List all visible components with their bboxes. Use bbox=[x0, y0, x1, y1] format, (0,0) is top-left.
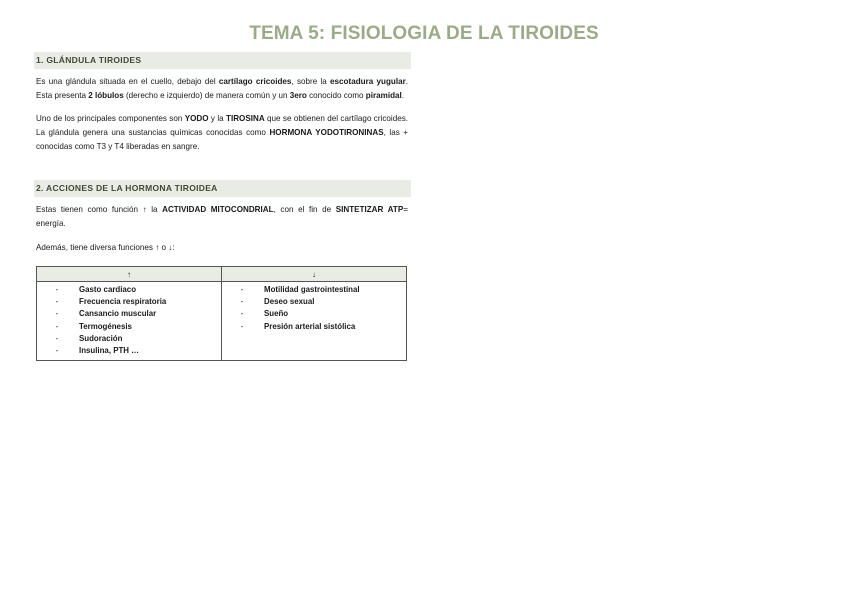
list-bullet: - bbox=[240, 297, 244, 307]
increase-list bbox=[37, 282, 222, 361]
bold-text: SINTETIZAR ATP bbox=[335, 205, 404, 214]
list-item-text: Cansancio muscular bbox=[79, 309, 157, 319]
list-bullet: - bbox=[55, 309, 59, 319]
bold-text: HORMONA YODOTIRONINAS bbox=[269, 128, 384, 137]
list-item bbox=[222, 284, 406, 296]
page-title: TEMA 5: FISIOLOGIA DE LA TIROIDES bbox=[249, 23, 599, 44]
list-item bbox=[222, 308, 406, 320]
decrease-list bbox=[222, 282, 407, 361]
bold-text: piramidal bbox=[365, 91, 402, 100]
section-acciones-hormona bbox=[34, 180, 411, 255]
list-item-text: Insulina, PTH … bbox=[79, 345, 140, 355]
text-run: , sobre la bbox=[291, 77, 331, 86]
list-item bbox=[37, 321, 221, 333]
list-item-text: Termogénesis bbox=[79, 321, 132, 331]
list-item-text: Presión arterial sistólica bbox=[264, 321, 356, 331]
list-bullet: - bbox=[55, 297, 59, 307]
list-item bbox=[37, 284, 221, 296]
text-run: . Esta presenta bbox=[36, 77, 408, 100]
list-bullet: - bbox=[55, 321, 59, 331]
text-run: = energía. bbox=[36, 205, 408, 228]
list-item bbox=[37, 308, 221, 320]
section-glandula-tiroides bbox=[34, 52, 411, 154]
list-bullet: - bbox=[240, 321, 244, 331]
bold-text: YODO bbox=[184, 114, 209, 123]
text-run: , con el fin de bbox=[273, 205, 336, 214]
bold-text: escotadura yugular bbox=[330, 77, 406, 86]
list-item-text: Sudoración bbox=[79, 333, 123, 343]
paragraph bbox=[34, 241, 411, 255]
column-header-increase: ↑ bbox=[37, 267, 222, 282]
list-bullet: - bbox=[55, 285, 59, 294]
text-run: , las + conocidas como T3 y T4 liberadas en sangre. bbox=[36, 128, 408, 151]
list-bullet: - bbox=[240, 309, 244, 319]
section-heading: 1. GLÁNDULA TIROIDES bbox=[34, 52, 411, 69]
bold-text: ACTIVIDAD MITOCONDRIAL bbox=[162, 205, 274, 214]
text-run: . bbox=[401, 91, 405, 100]
list-item-text: Frecuencia respiratoria bbox=[79, 297, 167, 307]
bold-text: cartílago cricoides bbox=[218, 77, 292, 86]
bold-text: 2 lóbulos bbox=[88, 91, 124, 100]
paragraph bbox=[34, 75, 411, 103]
section-heading: 2. ACCIONES DE LA HORMONA TIROIDEA bbox=[34, 180, 411, 197]
text-run: (derecho e izquierdo) de manera común y un bbox=[123, 91, 290, 100]
list-item bbox=[222, 296, 406, 308]
list-item-text: Sueño bbox=[264, 309, 289, 319]
text-run: Estas tienen como función ↑ la bbox=[36, 205, 163, 214]
text-run: Además, tiene diversa funciones ↑ o ↓: bbox=[36, 243, 175, 252]
list-item-text: Deseo sexual bbox=[264, 297, 315, 307]
text-run: que se obtienen del cartílago cricoides. La glándula genera una sustancias químicas conocidas como bbox=[36, 114, 408, 137]
text-run: conocido como bbox=[306, 91, 366, 100]
list-bullet: - bbox=[55, 345, 59, 355]
list-item-text: Gasto cardiaco bbox=[79, 285, 137, 294]
list-item-text: Motilidad gastrointestinal bbox=[264, 285, 360, 294]
column-header-decrease: ↓ bbox=[222, 267, 407, 282]
paragraph bbox=[34, 203, 411, 231]
list-item bbox=[37, 296, 221, 308]
bold-text: TIROSINA bbox=[226, 114, 265, 123]
list-item bbox=[37, 333, 221, 345]
list-item bbox=[37, 345, 221, 357]
list-bullet: - bbox=[240, 285, 244, 294]
bold-text: 3ero bbox=[289, 91, 307, 100]
functions-table bbox=[36, 266, 407, 361]
text-run: y la bbox=[208, 114, 226, 123]
paragraph bbox=[34, 112, 411, 154]
text-run: Es una glándula situada en el cuello, debajo del bbox=[36, 77, 219, 86]
list-bullet: - bbox=[55, 333, 59, 343]
text-run: Uno de los principales componentes son bbox=[36, 114, 185, 123]
list-item bbox=[222, 321, 406, 333]
